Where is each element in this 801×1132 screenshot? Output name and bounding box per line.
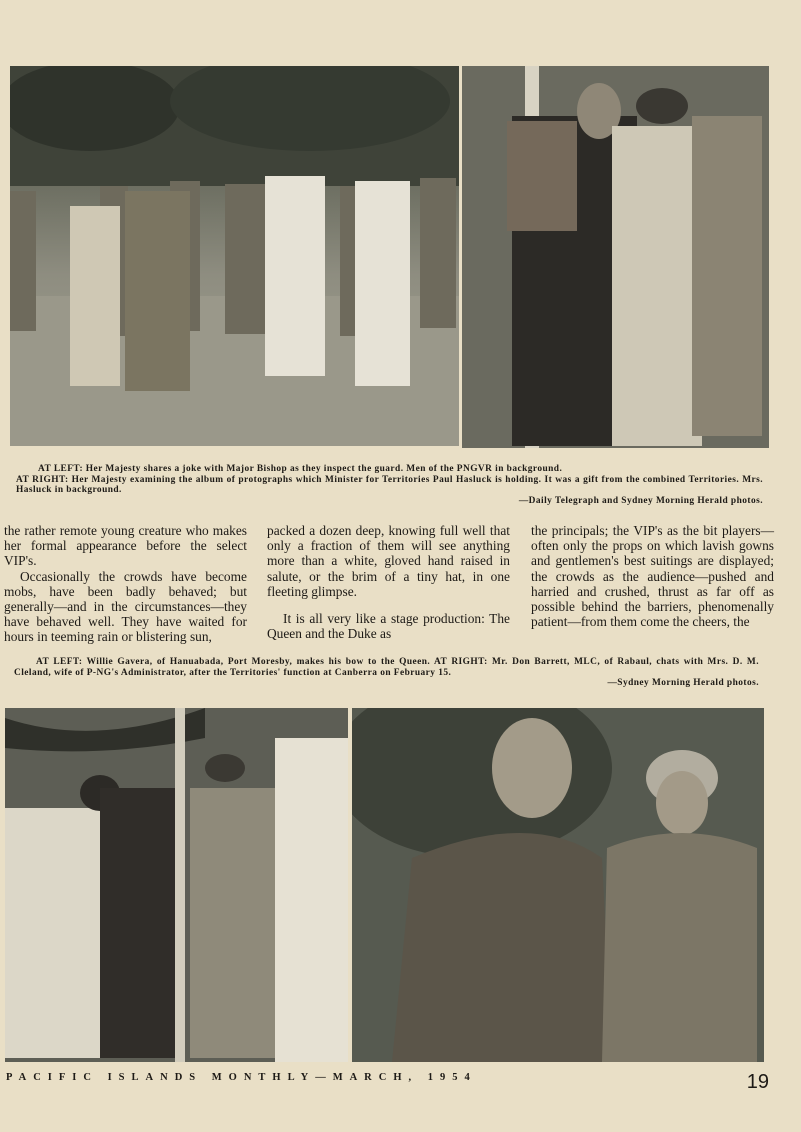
column-1: [4, 523, 247, 645]
bottom-caption-credit: —Sydney Morning Herald photos.: [607, 678, 759, 689]
chat-scene-illustration: [352, 708, 764, 1062]
top-caption-left: AT LEFT: Her Majesty shares a joke with Major Bishop as they inspect the guard. Men of the PNGVR in background.: [38, 464, 563, 474]
footer-title: PACIFIC ISLANDS MONTHLY—MARCH, 1954: [6, 1072, 477, 1083]
column-2: [267, 523, 510, 641]
photo-queen-inspects-guard: [10, 66, 459, 446]
column-3-paragraph-1: the principals; the VIP's as the bit players—often only the props on which lavish gowns and gentlemen's best suitings are displayed; the crowds as the audience—pushed and harried and crushed, thrust as far off as possible behind the barriers, phenomenally patient—from them come the cheers, the: [531, 523, 774, 630]
column-2-paragraph-2: It is all very like a stage production: The Queen and the Duke as: [267, 611, 510, 642]
top-caption-credit: —Daily Telegraph and Sydney Morning Herald photos.: [518, 495, 763, 506]
column-1-paragraph-1: the rather remote young creature who makes her formal appearance before the select VIP's.: [4, 523, 247, 569]
column-2-paragraph-1: packed a dozen deep, knowing full well that only a fraction of them will see anything more than a white, gloved hand raised in salute, or the brim of a tiny hat, in one fleeting glimpse.: [267, 523, 510, 599]
bow-scene-illustration: [5, 708, 348, 1062]
bottom-caption-text: AT LEFT: Willie Gavera, of Hanuabada, Port Moresby, makes his bow to the Queen. AT RIGHT: Mr. Don Barrett, MLC, of Rabaul, chats with Mrs. D. M. Cleland, wife of P-NG's Administrator, after the Territories' function at Canberra on February 15.: [14, 657, 759, 678]
top-photo-caption: [16, 464, 763, 506]
album-scene-illustration: [462, 66, 769, 448]
top-caption-right: AT RIGHT: Her Majesty examining the album of protographs which Minister for Territories Paul Hasluck is holding. It was a gift from the combined Territories. Mrs. Hasluck in background.: [16, 474, 763, 496]
photo-queen-album: [462, 66, 769, 448]
column-1-paragraph-2: Occasionally the crowds have become mobs, have been badly behaved; but generally—and in the circumstances—they have behaved well. They have waited for hours in teeming rain or blistering sun,: [4, 568, 247, 645]
photo-willie-gavera-bow: [5, 708, 348, 1062]
photo-barrett-cleland-chat: [352, 708, 764, 1062]
page-number: 19: [746, 1071, 769, 1093]
guard-scene-illustration: [10, 66, 459, 446]
bottom-photo-caption: [14, 657, 759, 689]
page-footer: [6, 1072, 771, 1083]
column-3: [531, 523, 774, 629]
